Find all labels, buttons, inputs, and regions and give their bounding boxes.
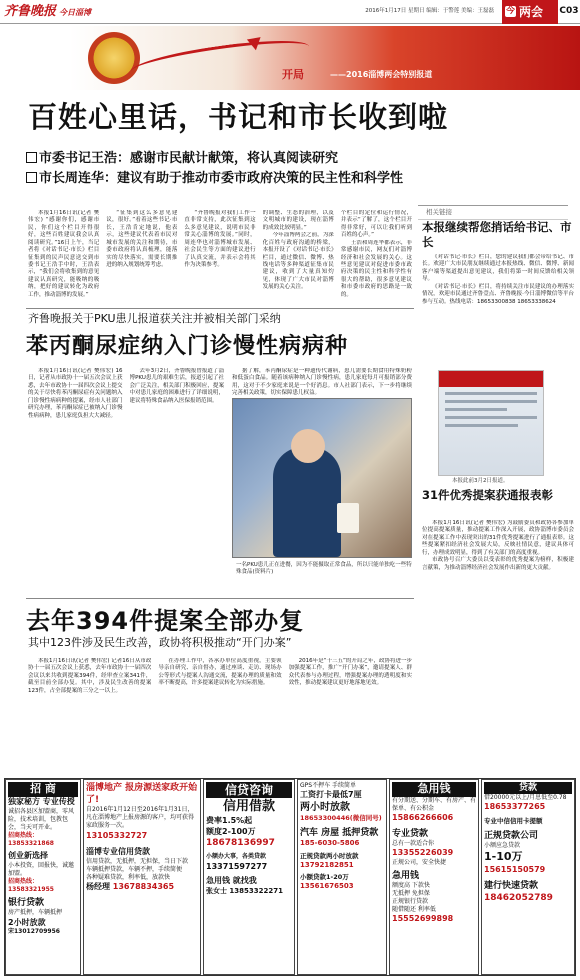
- ad-phone[interactable]: 13105332727: [86, 830, 148, 840]
- emblem-icon: [88, 32, 140, 84]
- story1-paragraph: 王浩和周连华都表示，非常感谢市民，网友们对淄博经济和社会发展的关心。这些意见建议对促进市委市政府决策的民主性和科学性有很大的帮助，很多意见建议和市委市政府的思路是一致的。: [340, 239, 413, 298]
- ad-phone[interactable]: 18653300446(微信同号): [300, 814, 382, 823]
- classified-ads: [4, 778, 576, 976]
- ad-text: 诚招各县区加盟商，零风险，技术培训，包教包会，当天可开业。: [8, 807, 75, 831]
- section-icon: 今: [505, 6, 515, 16]
- ad-amount: 1-10万: [484, 850, 523, 864]
- ad-phone[interactable]: 18462052789: [484, 892, 553, 903]
- ad-column-1: [5, 779, 81, 975]
- ad-item: 正规银行贷款: [392, 898, 429, 906]
- page-number: C03: [559, 6, 579, 17]
- ad-phone[interactable]: 张女士 13853322271: [206, 887, 284, 896]
- ad-text: GPS不押车 手续简单: [300, 782, 356, 789]
- page-header: [0, 0, 580, 24]
- sidebar-title-2: 31件优秀提案获通报表彰: [422, 488, 554, 502]
- ad-heading: 专业贷款: [392, 828, 429, 839]
- ad-item: 各种疑难贷款，利率低，放款快: [86, 874, 171, 882]
- ad-phone[interactable]: 13371597277: [206, 861, 268, 871]
- photo-cup: [337, 503, 359, 533]
- story2-paragraph: 去年3月2日，齐鲁晚报曾报道了淄博PKU患儿的艰难生活，报道引起了社会广泛关注，相关部门积极回应，提案中对患儿家庭的困难进行了详细说明，建议将特殊食品纳入医保报销范围。: [129, 368, 224, 404]
- story1-body: [28, 210, 412, 302]
- story1-subhead-2: 市长周连华：建议有助于推动市委市政府决策的民主性和科学性: [26, 170, 403, 188]
- date-line: 2016年1月17日 星期日 编辑：于警莲 美编：王磊磊: [365, 7, 494, 14]
- story1-column: [263, 210, 334, 302]
- related-link-tag: 相关链接: [418, 205, 568, 220]
- ad-text: 额度2-100万: [206, 826, 256, 836]
- ad-title: 淄博地产 报房源送家政开始了!: [86, 783, 198, 806]
- ad-column-6: [481, 779, 575, 975]
- sidebar-body-2: [422, 520, 574, 648]
- divider: [26, 598, 414, 599]
- checkbox-icon: [26, 172, 37, 183]
- ad-heading: 两小时放款: [300, 801, 350, 813]
- ad-item: 额度高 下款快: [392, 882, 430, 890]
- ad-phone[interactable]: 15615150579: [484, 864, 546, 874]
- ad-heading: 正规贷款公司: [484, 830, 539, 841]
- ad-heading: 正规贷款两小时放款: [300, 851, 359, 860]
- pku-child-photo[interactable]: [232, 398, 412, 558]
- story1-headline: 百姓心里话，书记和市长收到啦: [28, 100, 449, 134]
- story3-body: [28, 658, 412, 770]
- ad-title: 信贷咨询: [206, 782, 292, 798]
- ad-phone[interactable]: 宋13012709956: [8, 928, 60, 936]
- ad-text: 房产抵押，车辆抵押: [8, 909, 63, 917]
- sidebar-title: 本报继续帮您捎话给书记、市长: [422, 220, 572, 249]
- ad-text: 总有一款适合你: [392, 839, 435, 847]
- ad-phone[interactable]: 18678136997: [206, 838, 275, 849]
- ad-column-4: [297, 779, 387, 975]
- ad-phone[interactable]: 185-6030-5806: [300, 839, 360, 848]
- ad-text: 2小时放款: [8, 917, 46, 927]
- ad-heading: 急用钱: [392, 870, 420, 881]
- ad-phone[interactable]: 15866266606: [392, 813, 454, 823]
- ad-heading: 信用借款: [222, 799, 275, 815]
- ad-column-2: [83, 779, 201, 975]
- sidebar-paragraph: 市政协号召广大委员以受表彰的优秀提案为榜样，积极建言献策，为推动淄博经济社会发展作出新的更大贡献。: [422, 557, 574, 571]
- story2-column: [232, 368, 412, 396]
- ad-text: 自2016年1月12日至2016年1月31日，凡在淄博地产上报房源的客户，均可获得家政服务一次。: [86, 806, 195, 830]
- ad-heading: 建行快速贷款: [484, 880, 539, 891]
- ad-text: 正规公司，安全快捷: [392, 858, 447, 866]
- ad-text: 小本投资，回报快，诚邀加盟。: [8, 861, 75, 877]
- ad-phone[interactable]: 18653377265: [484, 802, 546, 812]
- story1-paragraph: “征集到这么多意见建议，很好。”看着这些书记·市长，王浩肯定地说，他表示，这些建议代表着市民对城市发展的关注和期待，市委市政府将认真梳理，能落实的尽快落实，需要长期推进的纳入规划统筹考虑。: [106, 210, 178, 268]
- ad-item: 无抵押 免担保: [392, 890, 430, 898]
- sidebar-paragraph: 《对话书记·市长》栏目，您的建议我们都会带给书记、市长。欢迎广大市民朋友继续通过本报热线、微信、微博、新闻客户端等渠道提出意见建议，我们将第一时间反馈给相关领导。: [422, 254, 574, 283]
- ad-text: 有分期送、分期车、有房产、有保单、有公积金: [392, 796, 477, 812]
- ad-phone[interactable]: 13792182851: [300, 860, 354, 869]
- banner-word: 开局: [282, 68, 304, 81]
- story2-kicker: 齐鲁晚报关于PKU患儿报道获关注并被相关部门采纳: [28, 312, 281, 325]
- ad-phone[interactable]: 15552699898: [392, 914, 454, 924]
- ad-phone[interactable]: 13561676503: [300, 881, 354, 890]
- feature-banner: [0, 26, 580, 90]
- story3-kicker: 其中123件涉及民生改善，政协将积极推动“开门办案”: [28, 636, 292, 649]
- checkbox-icon: [26, 152, 37, 163]
- banner-subtitle: ——2016淄博两会特别报道: [330, 70, 433, 79]
- story2-paragraph: 据了解，苯丙酮尿症是一种遗传代谢病，患儿需要长期食用特殊奶粉和低蛋白食品。随着该病种纳入门诊慢性病，患儿家庭每月可报销部分费用，这对于不少家庭来说是一个好消息。市人社部门表示，下一步将继续完善相关政策，切实保障患儿权益。: [232, 368, 412, 396]
- story3-paragraph: 2016年是“十三五”的开局之年，政协将进一步加强提案工作，推广“开门办案”，邀请提案人、群众代表参与办理过程，增强提案办理的透明度和实效性，推动提案建议更好地落地见效。: [288, 658, 412, 687]
- ad-phone[interactable]: 招商热线：13583321955: [8, 878, 54, 894]
- divider: [26, 308, 414, 309]
- sidebar-body: [422, 254, 574, 366]
- sidebar-paragraph: 《对话书记·市长》栏目，将持续关注市民建议的办理落实情况，欢迎市民通过齐鲁壹点、齐鲁晚报·今日淄博微信等平台参与互动。热线电话：18653300838 18653338624: [422, 283, 574, 305]
- story1-column: [341, 210, 412, 302]
- story3-paragraph: 本报1月16日讯(记者 樊伟宏) 记者16日从市政协十一届五次会议上获悉，去年市政协十一届四次会议以来共收到提案394件，经审查立案341件，截至目前全部办复。其中，涉及民生改善的提案123件，占全部提案的三分之一以上。: [28, 658, 152, 694]
- ad-heading: 小额贷款1-20万: [300, 872, 349, 881]
- photo-caption: 一名PKU患儿正在进餐，因为不能摄取正常食品，所以只能单独吃一些特殊食品(资料片): [236, 562, 412, 576]
- ad-title: 贷款: [484, 782, 572, 794]
- story1-paragraph: 今年淄博两会之前，为深化百姓与政府沟通的桥梁，本报开设了《对话书记·市长》栏目，通过微信、微博、热线电话等多种渠道征集市民建议，收到了大量真知灼见，体现了广大市民对淄博发展的关心关注。: [262, 232, 334, 291]
- ad-item: 车辆抵押贷款，车辆不押，手续简便: [86, 866, 183, 874]
- story2-paragraph: 本报1月16日讯(记者 樊伟宏) 16日，记者从市政协十一届五次会议上获悉，去年市政协十一届四次会议上提交的关于尽快将苯丙酮尿症有关问题纳入门诊慢性病病种的提案，经市人社部门研究办理，苯丙酮尿症已被纳入门诊慢性病病种，患儿家庭负担大大减轻。: [28, 368, 123, 419]
- ad-heading: 创业新选择: [8, 851, 48, 861]
- ad-text: 工资打卡最低7厘: [300, 790, 362, 800]
- ad-contact[interactable]: 杨经理 13678834365: [86, 882, 175, 892]
- photo-face: [291, 429, 325, 463]
- sidebar-paragraph: 本报1月16日讯(记者 樊伟宏) 为鼓励委员和政协各参加单位提高提案质量，推动提案工作深入开展，政协淄博市委员会对在提案工作中表现突出的31件优秀提案进行了通报表彰。这些提案紧扣经济社会发展大局，反映社情民意，建议具体可行，办理成效明显，得到了有关部门的高度重视。: [422, 520, 574, 556]
- ad-heading: 银行贷款: [8, 898, 45, 909]
- ad-text: 小额应急贷款: [484, 841, 521, 849]
- ad-heading: 汽车 房屋 抵押贷款: [300, 828, 379, 839]
- ad-heading: 小额办大事，各类贷款: [206, 853, 267, 861]
- ad-heading: 淄博专业信用贷款: [86, 847, 150, 857]
- thumbnail-caption: 本报此前3月2日报道。: [452, 478, 509, 484]
- ad-heading: 独家秘方 专业传授: [8, 796, 75, 806]
- section-tab[interactable]: 今 两会: [502, 0, 558, 24]
- ad-text: 费率1.5%起: [206, 815, 253, 825]
- newspaper-logo: 齐鲁晚报 今日淄博: [4, 3, 92, 19]
- ad-title: 招 商: [8, 782, 78, 797]
- story2-body: [28, 368, 224, 576]
- story2-headline: 苯丙酮尿症纳入门诊慢性病病种: [26, 334, 349, 359]
- ad-column-3: [203, 779, 295, 975]
- ad-phone[interactable]: 13355226039: [392, 848, 454, 858]
- story1-paragraph: 个栏目的定位和运行情况，并表示“了解了，这个栏目开得非常好，可以让我们听到百姓的心声。”: [340, 210, 413, 239]
- ad-text: 借20000元以上/月息低至0.78: [484, 794, 567, 802]
- story3-headline: 去年394件提案全部办复: [26, 607, 305, 635]
- ad-column-5: [389, 779, 479, 975]
- ad-item: 信用贷款，无抵押，无担保，当日下款: [86, 858, 189, 866]
- ad-phone[interactable]: 招商热线：13853321868: [8, 831, 54, 848]
- story1-subhead-1: 市委书记王浩：感谢市民献计献策，将认真阅读研究: [26, 150, 338, 168]
- ad-title: 急用钱: [392, 782, 476, 797]
- ad-heading: 专业中信信用卡提额: [484, 817, 543, 826]
- photo-child: [273, 447, 341, 557]
- story3-paragraph: 在办理工作中，各承办单位高度重视，主要领导亲自研究、亲自督办，通过座谈、走访、现场办公等形式与提案人沟通交流，提案办理的质量和效率不断提高，许多提案建议转化为实际措施。: [158, 658, 282, 687]
- story1-paragraph: 的调整、生态的治理，以及文明城市的建设，现在淄博的成效比较明显。”: [262, 210, 334, 231]
- ad-heading: 急用钱 就找我: [206, 876, 257, 886]
- previous-report-thumbnail[interactable]: [438, 370, 544, 476]
- story1-paragraph: 本报1月16日讯(记者 樊伟宏) “感谢你们，感谢市民，你们这个栏目开得很好，这些百姓建议我会认真阅读研究。”16日上午，当记者将《对话书记·市长》栏目征集到的民声民意送交到市委书记王浩手中时，王浩表示，“我们会将收集到的意见建议认真研究，能吸纳的吸纳，把好的建议转化为政府工作，推动淄博的发展。”: [28, 210, 100, 298]
- story1-paragraph: “齐鲁晚报对我们工作一直非常支持，此次征集到这么多意见建议，说明市民非常关心淄博的发展。”同时，周连华也对淄博城市发展、社会民生等方面的建议进行了认真交流，并表示会将其作为决策参考。: [184, 210, 256, 268]
- ad-item: 随借随还 利率低: [392, 906, 436, 914]
